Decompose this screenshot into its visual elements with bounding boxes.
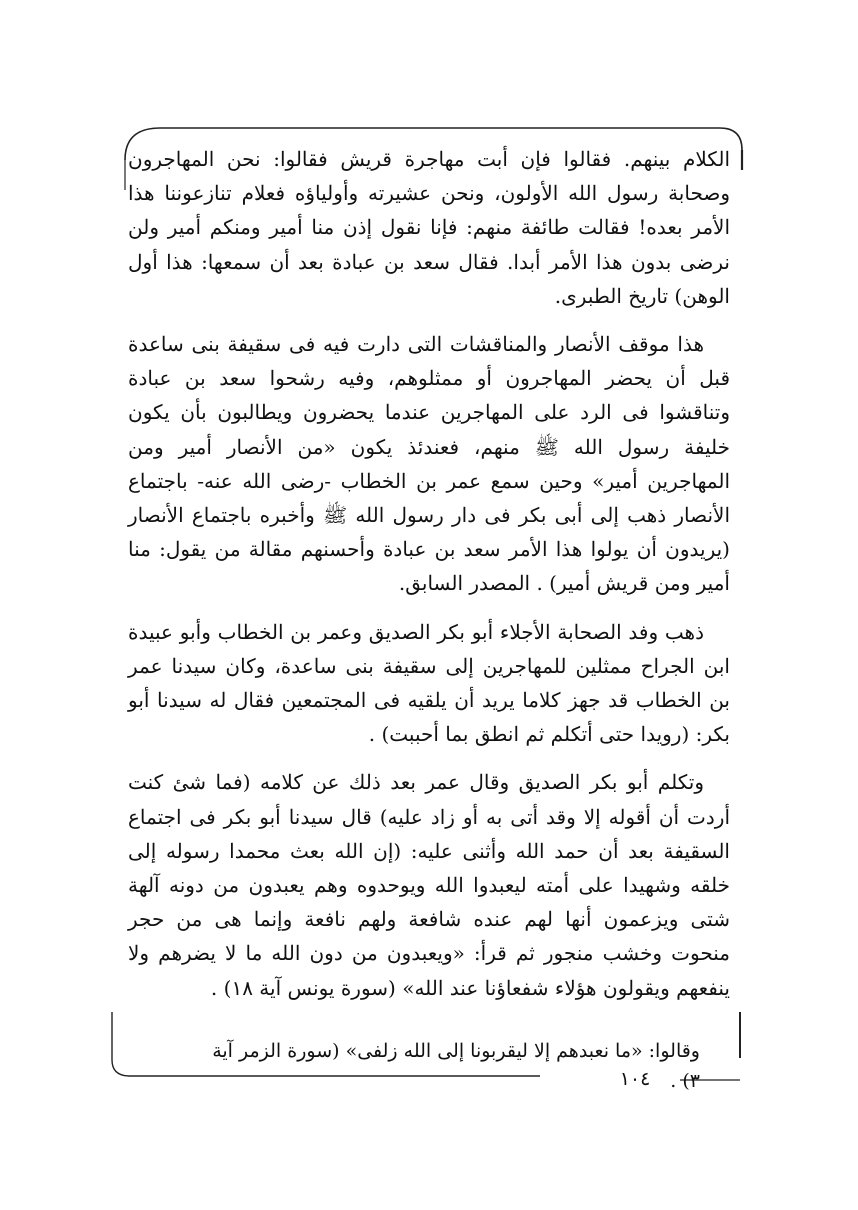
paragraph-4: وتكلم أبو بكر الصديق وقال عمر بعد ذلك عن كلامه (فما شئ كنت أردت أن أقوله إلا وقد أتى به أو زاد عليه) قال سيدنا أبو بكر فى اجتماع السقيفة بعد أن حمد الله وأثنى عليه: (إن الله بعث محمدا رسوله إلى خلقه وشهيدا على أمته ليعبدوا الله ويوحدوه وهم يعبدون من دونه آلهة شتى ويزعمون أنها لهم عنده شافعة ولهم نافعة وإنما هى من حجر منحوت وخشب منجور ثم قرأ: «ويعبدون من دون الله ما لا يضرهم ولا ينفعهم ويقولون هؤلاء شفعاؤنا عند الله» (سورة يونس آية ١٨) . [128,770,730,1000]
paragraph-2: هذا موقف الأنصار والمناقشات التى دارت فيه فى سقيفة بنى ساعدة قبل أن يحضر المهاجرون أو ممثلوهم، وفيه رشحوا سعد بن عبادة وتناقشوا فى الرد على المهاجرين عندما يحضرون ويطالبون بأن يكون خليفة رسول الله ﷺ منهم، فعندئذ يكون «من الأنصار أمير ومن المهاجرين أمير» وحين سمع عمر بن الخطاب -رضى الله عنه- باجتماع الأنصار ذهب إلى أبى بكر فى دار رسول الله ﷺ وأخبره باجتماع الأنصار (يريدون أن يولوا هذا الأمر سعد بن عبادة وأحسنهم مقالة من يقول: منا أمير ومن قريش أمير) . المصدر السابق. [128,332,730,596]
main-text [128,142,730,1005]
footer-text: وقالوا: «ما نعبدهم إلا ليقربونا إلى الله زلفى» (سورة الزمر آية ٣) . [212,1040,700,1092]
paragraph-1: الكلام بينهم. فقالوا فإن أبت مهاجرة قريش فقالوا: نحن المهاجرون وصحابة رسول الله الأولون، ونحن عشيرته وأولياؤه فعلام تنازعوننا هذا الأمر بعده! فقالت طائفة منهم: فإنا نقول إذن منا أمير ومنكم أمير ولن نرضى بدون هذا الأمر أبدا. فقال سعد بن عبادة بعد أن سمعها: هذا أول الوهن) تاريخ الطبرى. [128,147,730,308]
paragraph-3: ذهب وفد الصحابة الأجلاء أبو بكر الصديق وعمر بن الخطاب وأبو عبيدة ابن الجراح ممثلين للمهاجرين إلى سقيفة بنى ساعدة، وكان سيدنا عمر بن الخطاب قد جهز كلاما يريد أن يلقيه فى المجتمعين فقال له سيدنا أبو بكر: (رويدا حتى أتكلم ثم انطق بما أحببت) . [128,619,730,747]
page-number: ١٠٤ [619,1068,651,1090]
